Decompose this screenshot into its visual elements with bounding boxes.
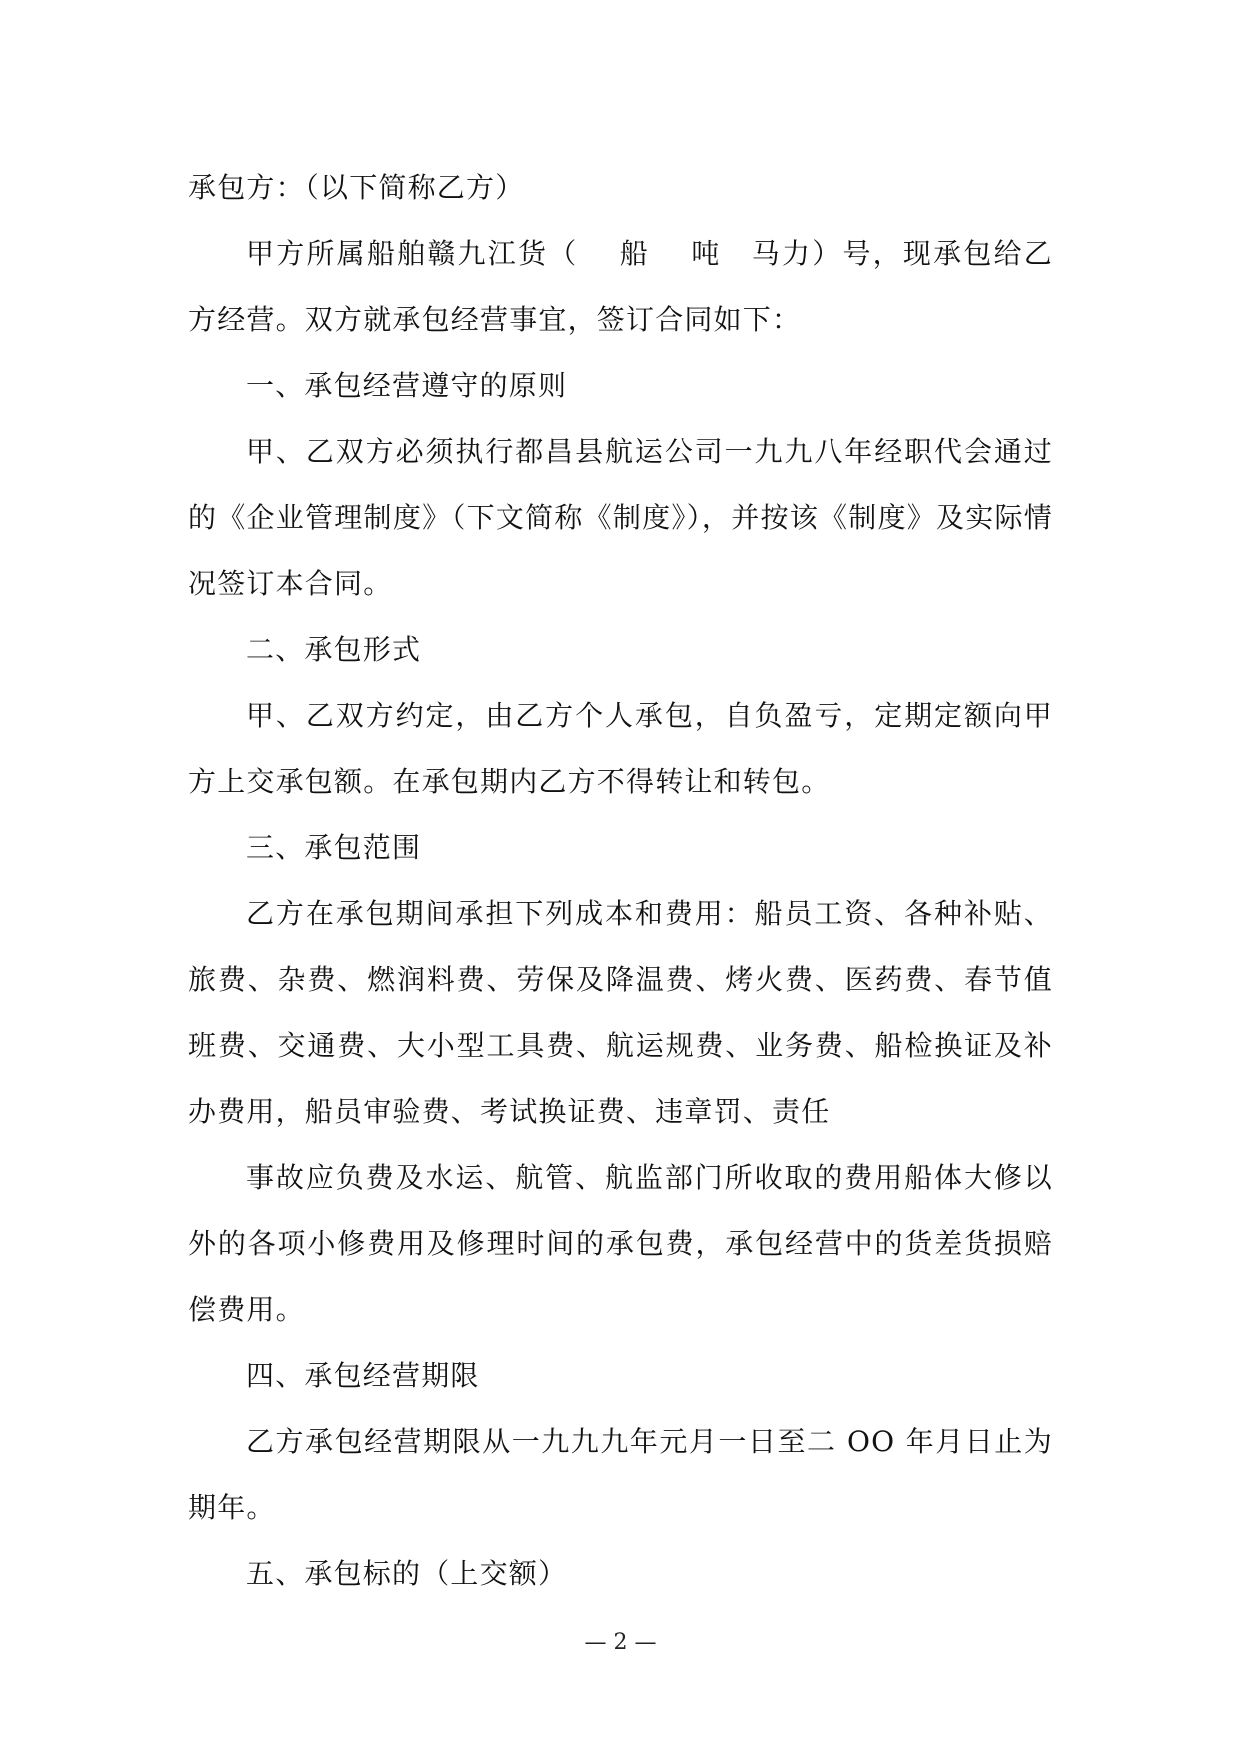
section-3-heading: 三、承包范围 [246,831,422,864]
section-2-heading: 二、承包形式 [246,633,422,666]
section-4-heading: 四、承包经营期限 [246,1359,480,1392]
intro-paragraph: 甲方所属船舶赣九江货（ 船 吨 马力）号，现承包给乙方经营。双方就承包经营事宜，签订合同如下： [188,237,1053,336]
section-1-body: 甲、乙双方必须执行都昌县航运公司一九九八年经职代会通过的《企业管理制度》（下文简称《制度》），并按该《制度》及实际情况签订本合同。 [188,435,1053,600]
document-body [188,155,1053,1607]
section-4-body: 乙方承包经营期限从一九九九年元月一日至二 OO 年月日止为期年。 [188,1425,1053,1524]
section-2-body: 甲、乙双方约定，由乙方个人承包，自负盈亏，定期定额向甲方上交承包额。在承包期内乙方不得转让和转包。 [188,699,1053,798]
contractor-line: 承包方：（以下简称乙方） [188,171,525,204]
page-number: — 2 — [584,1630,657,1655]
section-3-body-continued: 事故应负费及水运、航管、航监部门所收取的费用船体大修以外的各项小修费用及修理时间的承包费，承包经营中的货差货损赔偿费用。 [188,1161,1053,1326]
section-5-heading: 五、承包标的（上交额） [246,1557,568,1590]
section-1-heading: 一、承包经营遵守的原则 [246,369,568,402]
section-3-body: 乙方在承包期间承担下列成本和费用：船员工资、各种补贴、旅费、杂费、燃润料费、劳保及降温费、烤火费、医药费、春节值班费、交通费、大小型工具费、航运规费、业务费、船检换证及补办费用，船员审验费、考试换证费、违章罚、责任 [188,897,1053,1128]
